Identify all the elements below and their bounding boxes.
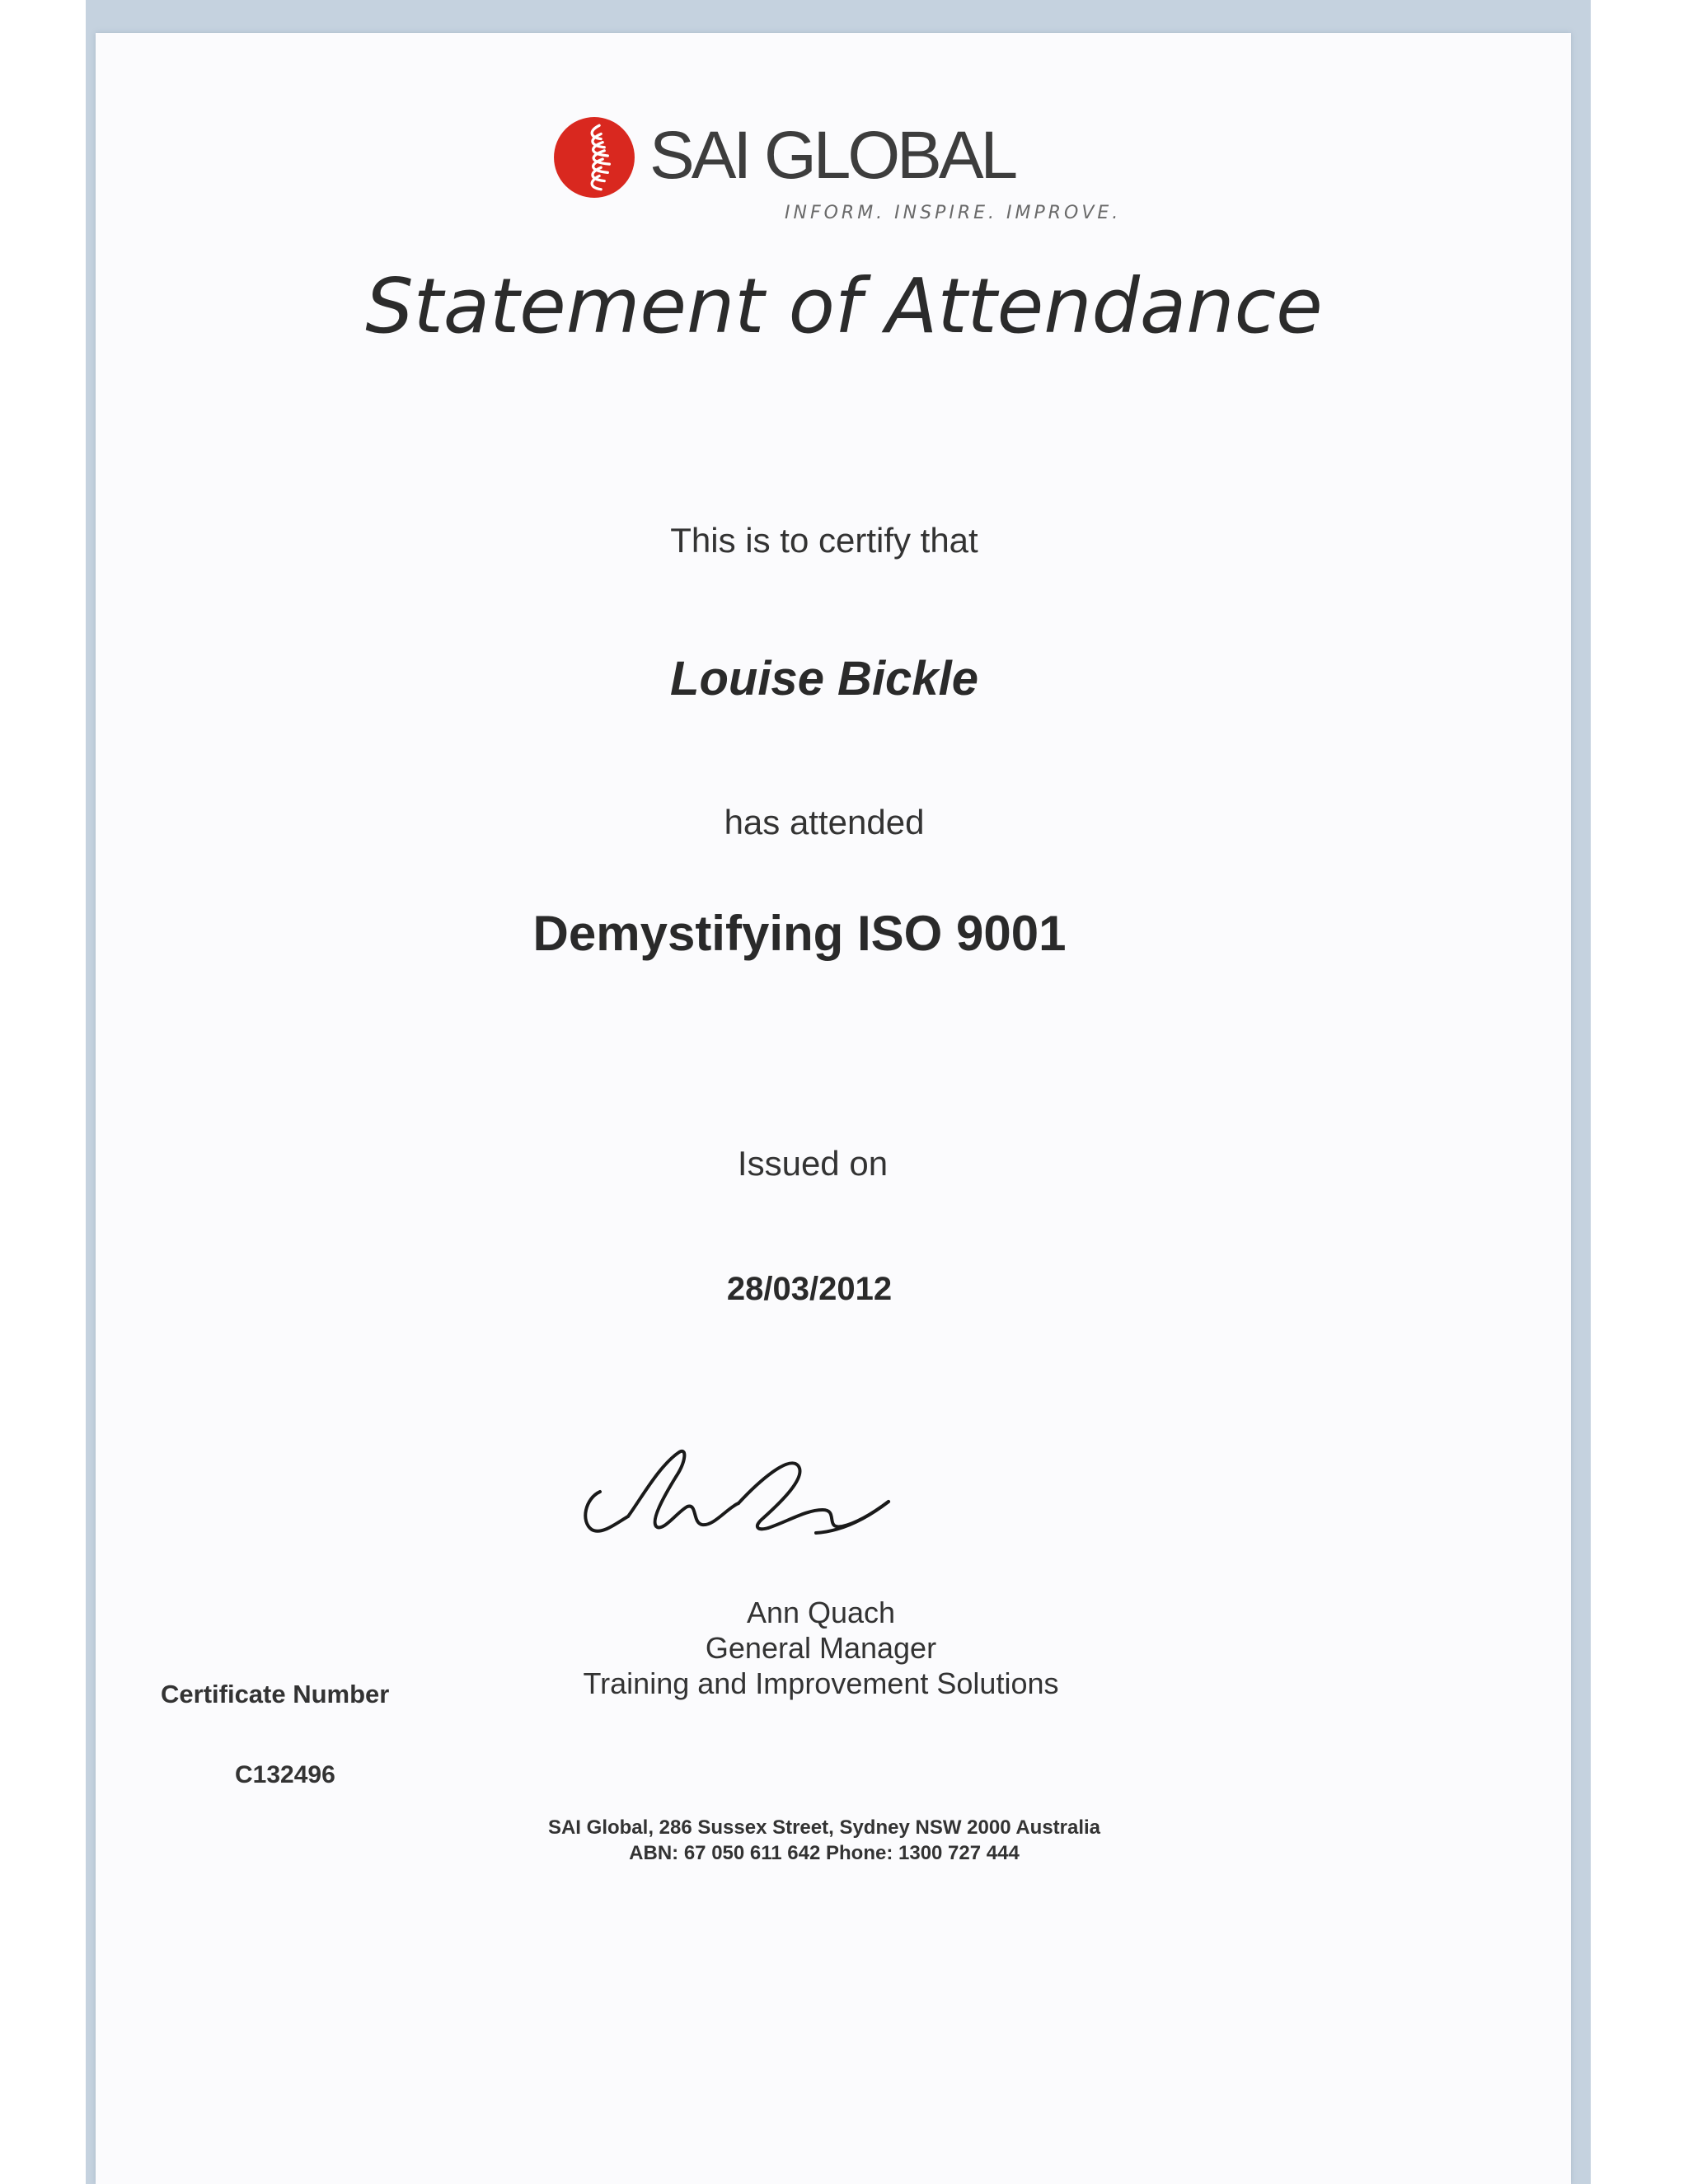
sai-global-emblem-icon xyxy=(552,115,636,199)
logo-tagline: INFORM. INSPIRE. IMPROVE. xyxy=(785,203,1122,223)
issue-date: 28/03/2012 xyxy=(726,1271,893,1307)
course-name: Demystifying ISO 9001 xyxy=(532,906,1067,961)
logo-wordmark: SAI GLOBAL xyxy=(649,118,1015,193)
certificate-number-value: C132496 xyxy=(235,1761,335,1788)
footer-address: SAI Global, 286 Sussex Street, Sydney NSW 2000 Australia xyxy=(547,1816,1101,1839)
certificate-number-label: Certificate Number xyxy=(161,1680,390,1708)
signatory-department: Training and Improvement Solutions xyxy=(583,1666,1059,1700)
signatory-role: General Manager xyxy=(705,1631,937,1665)
sai-global-logo xyxy=(552,114,1129,229)
footer-contact: ABN: 67 050 611 642 Phone: 1300 727 444 xyxy=(629,1842,1020,1864)
issued-on-label: Issued on xyxy=(737,1144,889,1183)
certify-text: This is to certify that xyxy=(670,521,978,560)
handwritten-signature xyxy=(577,1441,898,1556)
attended-text: has attended xyxy=(724,803,925,841)
certificate-title: Statement of Attendance xyxy=(365,262,1323,350)
signatory-name: Ann Quach xyxy=(746,1596,896,1629)
recipient-name: Louise Bickle xyxy=(670,652,978,705)
